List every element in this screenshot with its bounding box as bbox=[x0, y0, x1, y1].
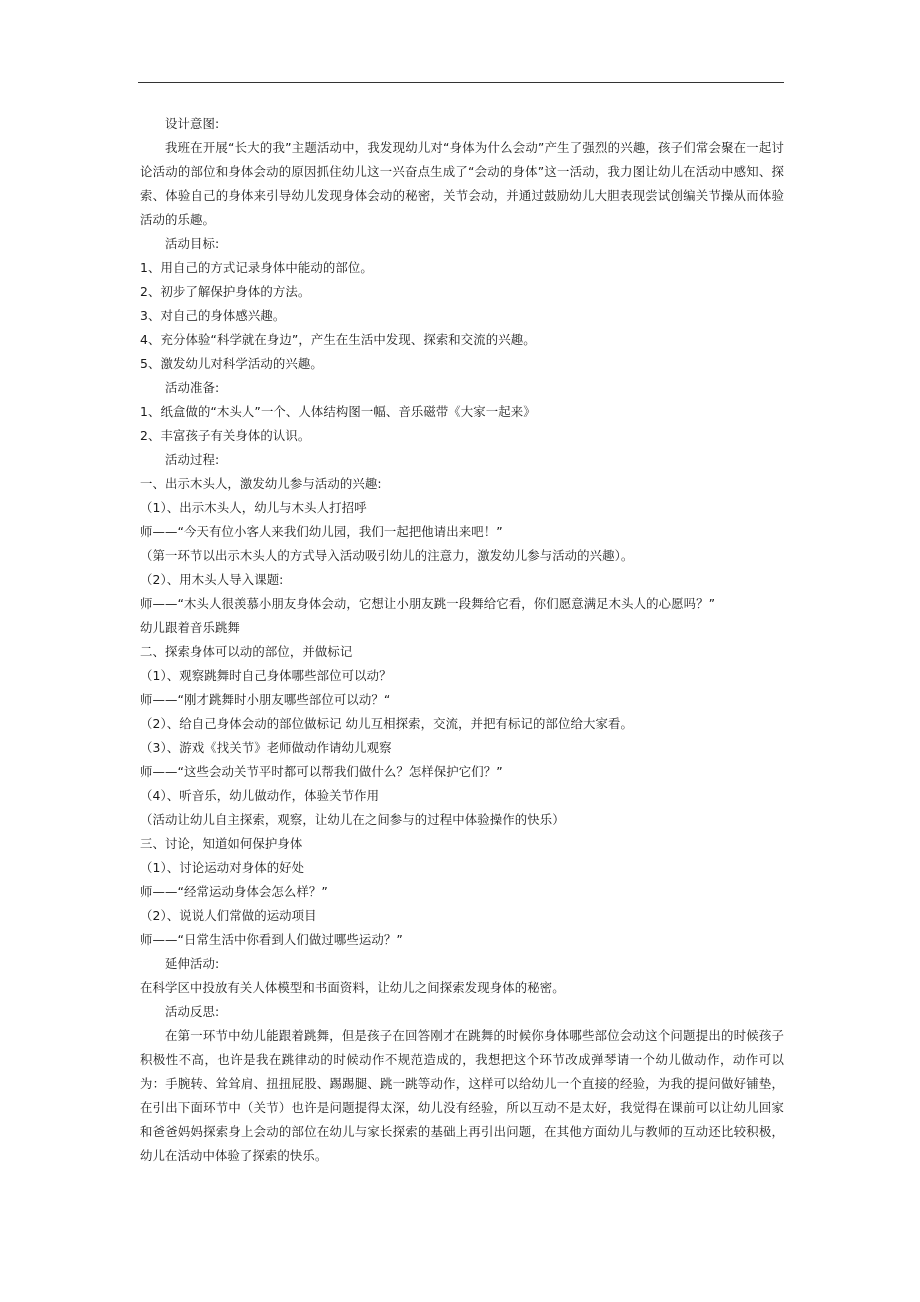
heading-extension-activity: 延伸活动: bbox=[165, 956, 220, 971]
header-rule bbox=[138, 82, 784, 83]
process-step: （活动让幼儿自主探索，观察，让幼儿在之间参与的过程中体验操作的快乐） bbox=[140, 812, 565, 827]
goal-item: 1、用自己的方式记录身体中能动的部位。 bbox=[140, 260, 373, 275]
goal-item: 5、激发幼儿对科学活动的兴趣。 bbox=[140, 356, 323, 371]
prep-item: 1、纸盒做的“木头人”一个、人体结构图一幅、音乐磁带《大家一起来》 bbox=[140, 404, 536, 419]
process-step: 师——“刚才跳舞时小朋友哪些部位可以动？“ bbox=[140, 692, 391, 707]
heading-activity-process: 活动过程: bbox=[165, 452, 220, 467]
process-step: （2）、说说人们常做的运动项目 bbox=[140, 908, 317, 923]
process-step: 师——“日常生活中你看到人们做过哪些运动？” bbox=[140, 932, 403, 947]
process-step: （1）、讨论运动对身体的好处 bbox=[140, 860, 305, 875]
process-step: 师——“这些会动关节平时都可以帮我们做什么？怎样保护它们？” bbox=[140, 764, 503, 779]
process-step: （1）、出示木头人，幼儿与木头人打招呼 bbox=[140, 500, 367, 515]
process-step: （1）、观察跳舞时自己身体哪些部位可以动？ bbox=[140, 668, 392, 683]
extension-text: 在科学区中投放有关人体模型和书面资料，让幼儿之间探索发现身体的秘密。 bbox=[140, 980, 565, 995]
process-step: （2）、用木头人导入课题: bbox=[140, 572, 284, 587]
process-step: 二、探索身体可以动的部位，并做标记 bbox=[140, 644, 353, 659]
process-step: 幼儿跟着音乐跳舞 bbox=[140, 620, 240, 635]
heading-design-intent: 设计意图: bbox=[165, 116, 220, 131]
process-step: 师——“今天有位小客人来我们幼儿园，我们一起把他请出来吧！” bbox=[140, 524, 503, 539]
heading-activity-reflection: 活动反思: bbox=[165, 1004, 220, 1019]
process-step: （2）、给自己身体会动的部位做标记 幼儿互相探索，交流，并把有标记的部位给大家看。 bbox=[140, 716, 633, 731]
process-step: 三、讨论，知道如何保护身体 bbox=[140, 836, 303, 851]
process-step: （第一环节以出示木头人的方式导入活动吸引幼儿的注意力，激发幼儿参与活动的兴趣）。 bbox=[140, 548, 634, 563]
process-step: 师——“经常运动身体会怎么样？” bbox=[140, 884, 328, 899]
paragraph-design-intent: 我班在开展“长大的我”主题活动中，我发现幼儿对“身体为什么会动”产生了强烈的兴趣，孩子们常会聚在一起讨论活动的部位和身体会动的原因抓住幼儿这一兴奋点生成了“会动的身体”这一活动，我力图让幼儿在活动中感知、探索、体验自己的身体来引导幼儿发现身体会动的秘密，关节会动，并通过鼓励幼儿大胆表现尝试创编关节操从而体验活动的乐趣。 bbox=[140, 140, 784, 227]
process-step: （3）、游戏《找关节》老师做动作请幼儿观察 bbox=[140, 740, 392, 755]
heading-activity-goals: 活动目标: bbox=[165, 236, 220, 251]
process-step: 师——“木头人很羡慕小朋友身体会动，它想让小朋友跳一段舞给它看，你们愿意满足木头人的心愿吗？” bbox=[140, 596, 716, 611]
prep-item: 2、丰富孩子有关身体的认识。 bbox=[140, 428, 311, 443]
goal-item: 4、充分体验“科学就在身边”，产生在生活中发现、探索和交流的兴趣。 bbox=[140, 332, 536, 347]
goal-item: 2、初步了解保护身体的方法。 bbox=[140, 284, 311, 299]
process-step: （4）、听音乐，幼儿做动作，体验关节作用 bbox=[140, 788, 380, 803]
process-step: 一、出示木头人，激发幼儿参与活动的兴趣: bbox=[140, 476, 382, 491]
goal-item: 3、对自己的身体感兴趣。 bbox=[140, 308, 286, 323]
document-body bbox=[140, 112, 784, 1168]
heading-activity-prep: 活动准备: bbox=[165, 380, 220, 395]
paragraph-reflection: 在第一环节中幼儿能跟着跳舞，但是孩子在回答刚才在跳舞的时候你身体哪些部位会动这个问题提出的时候孩子积极性不高，也许是我在跳律动的时候动作不规范造成的，我想把这个环节改成弹琴请一个幼儿做动作，动作可以为：手腕转、耸耸肩、扭扭屁股、踢踢腿、跳一跳等动作，这样可以给幼儿一个直接的经验，为我的提问做好铺垫，在引出下面环节中（关节）也许是问题提得太深，幼儿没有经验，所以互动不是太好，我觉得在课前可以让幼儿回家和爸爸妈妈探索身上会动的部位在幼儿与家长探索的基础上再引出问题，在其他方面幼儿与教师的互动还比较积极，幼儿在活动中体验了探索的快乐。 bbox=[140, 1028, 784, 1163]
